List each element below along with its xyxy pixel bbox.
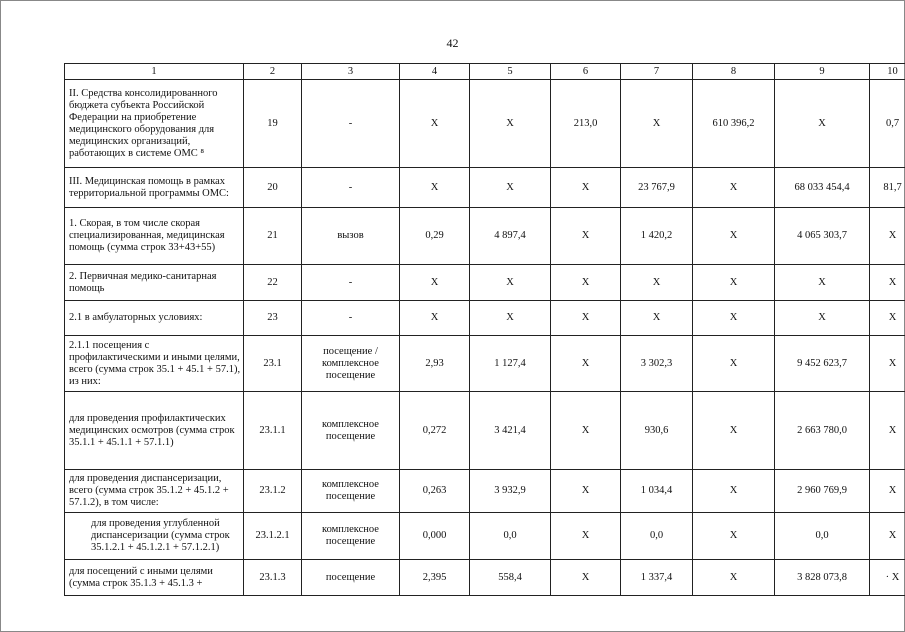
table-row	[65, 301, 905, 336]
value-cell: 0,7	[870, 80, 905, 168]
value-cell: 1 420,2	[621, 208, 693, 265]
value-cell: · Х	[870, 560, 905, 596]
row-description: для проведения профилактических медицинских осмотров (сумма строк 35.1.1 + 45.1.1 + 57.1.1)	[65, 392, 244, 470]
value-cell: Х	[551, 265, 621, 301]
value-cell: Х	[870, 336, 905, 392]
value-cell: Х	[400, 168, 470, 208]
row-number: 19	[244, 80, 302, 168]
value-cell: Х	[870, 470, 905, 513]
value-cell: Х	[693, 392, 775, 470]
value-cell: 0,000	[400, 513, 470, 560]
value-cell: 3 302,3	[621, 336, 693, 392]
column-header: 3	[302, 64, 400, 80]
value-cell: 0,0	[470, 513, 551, 560]
value-cell: Х	[870, 265, 905, 301]
value-cell: Х	[693, 560, 775, 596]
unit-cell: -	[302, 301, 400, 336]
value-cell: 3 932,9	[470, 470, 551, 513]
row-description: 1. Скорая, в том числе скорая специализированная, медицинская помощь (сумма строк 33+43+55)	[65, 208, 244, 265]
table-row	[65, 168, 905, 208]
value-cell: 0,0	[775, 513, 870, 560]
table-row	[65, 265, 905, 301]
value-cell: 9 452 623,7	[775, 336, 870, 392]
value-cell: Х	[621, 301, 693, 336]
value-cell: Х	[470, 301, 551, 336]
value-cell: 2 960 769,9	[775, 470, 870, 513]
value-cell: Х	[693, 513, 775, 560]
value-cell: Х	[470, 80, 551, 168]
value-cell: Х	[551, 336, 621, 392]
value-cell: 2,395	[400, 560, 470, 596]
value-cell: Х	[693, 208, 775, 265]
value-cell: 0,263	[400, 470, 470, 513]
value-cell: 68 033 454,4	[775, 168, 870, 208]
value-cell: Х	[551, 392, 621, 470]
value-cell: Х	[551, 560, 621, 596]
value-cell: Х	[551, 208, 621, 265]
value-cell: Х	[551, 301, 621, 336]
row-description: 2.1.1 посещения с профилактическими и иными целями, всего (сумма строк 35.1 + 45.1 + 57.1), из них:	[65, 336, 244, 392]
value-cell: Х	[400, 265, 470, 301]
column-header: 10	[870, 64, 905, 80]
value-cell: 23 767,9	[621, 168, 693, 208]
value-cell: 4 065 303,7	[775, 208, 870, 265]
column-header: 5	[470, 64, 551, 80]
value-cell: Х	[693, 301, 775, 336]
value-cell: 1 127,4	[470, 336, 551, 392]
value-cell: Х	[693, 336, 775, 392]
value-cell: Х	[470, 265, 551, 301]
row-description: II. Средства консолидированного бюджета субъекта Российской Федерации на приобретение медицинского оборудования для медицинских организаций, работающих в системе ОМС ⁸	[65, 80, 244, 168]
unit-cell: комплексное посещение	[302, 392, 400, 470]
page-number: 42	[446, 36, 459, 50]
column-header: 6	[551, 64, 621, 80]
value-cell: 3 828 073,8	[775, 560, 870, 596]
row-description: для проведения диспансеризации, всего (сумма строк 35.1.2 + 45.1.2 + 57.1.2), в том числе:	[65, 470, 244, 513]
value-cell: Х	[870, 513, 905, 560]
row-number: 23.1.3	[244, 560, 302, 596]
value-cell: Х	[400, 301, 470, 336]
data-table	[64, 63, 905, 596]
row-number: 23.1.1	[244, 392, 302, 470]
column-header: 2	[244, 64, 302, 80]
value-cell: 610 396,2	[693, 80, 775, 168]
value-cell: Х	[870, 208, 905, 265]
row-description: III. Медицинская помощь в рамках территориальной программы ОМС:	[65, 168, 244, 208]
value-cell: Х	[870, 301, 905, 336]
row-description: 2.1 в амбулаторных условиях:	[65, 301, 244, 336]
column-header: 1	[65, 64, 244, 80]
column-header: 8	[693, 64, 775, 80]
row-number: 22	[244, 265, 302, 301]
value-cell: Х	[621, 265, 693, 301]
unit-cell: комплексное посещение	[302, 513, 400, 560]
row-number: 23	[244, 301, 302, 336]
table-row	[65, 560, 905, 596]
table-row	[65, 513, 905, 560]
value-cell: Х	[400, 80, 470, 168]
row-number: 23.1.2	[244, 470, 302, 513]
unit-cell: вызов	[302, 208, 400, 265]
row-number: 21	[244, 208, 302, 265]
value-cell: 1 337,4	[621, 560, 693, 596]
table-header-row	[65, 64, 905, 80]
value-cell: Х	[775, 80, 870, 168]
row-number: 23.1	[244, 336, 302, 392]
value-cell: 0,0	[621, 513, 693, 560]
value-cell: Х	[775, 265, 870, 301]
unit-cell: посещение / комплексное посещение	[302, 336, 400, 392]
column-header: 9	[775, 64, 870, 80]
table-row	[65, 336, 905, 392]
row-description: для проведения углубленной диспансеризации (сумма строк 35.1.2.1 + 45.1.2.1 + 57.1.2.1)	[65, 513, 244, 560]
table-row	[65, 392, 905, 470]
table-row	[65, 80, 905, 168]
value-cell: Х	[693, 265, 775, 301]
row-number: 23.1.2.1	[244, 513, 302, 560]
value-cell: 213,0	[551, 80, 621, 168]
value-cell: 3 421,4	[470, 392, 551, 470]
value-cell: 81,7	[870, 168, 905, 208]
value-cell: 0,272	[400, 392, 470, 470]
value-cell: 0,29	[400, 208, 470, 265]
value-cell: 2,93	[400, 336, 470, 392]
unit-cell: -	[302, 265, 400, 301]
value-cell: Х	[621, 80, 693, 168]
value-cell: 930,6	[621, 392, 693, 470]
value-cell: Х	[551, 168, 621, 208]
row-description: для посещений с иными целями (сумма строк 35.1.3 + 45.1.3 +	[65, 560, 244, 596]
value-cell: Х	[551, 513, 621, 560]
value-cell: Х	[870, 392, 905, 470]
value-cell: 4 897,4	[470, 208, 551, 265]
unit-cell: -	[302, 168, 400, 208]
value-cell: 558,4	[470, 560, 551, 596]
value-cell: Х	[470, 168, 551, 208]
value-cell: Х	[693, 168, 775, 208]
row-description: 2. Первичная медико-санитарная помощь	[65, 265, 244, 301]
unit-cell: посещение	[302, 560, 400, 596]
table-row	[65, 470, 905, 513]
row-number: 20	[244, 168, 302, 208]
value-cell: Х	[775, 301, 870, 336]
value-cell: Х	[693, 470, 775, 513]
table-row	[65, 208, 905, 265]
column-header: 7	[621, 64, 693, 80]
value-cell: 2 663 780,0	[775, 392, 870, 470]
unit-cell: -	[302, 80, 400, 168]
unit-cell: комплексное посещение	[302, 470, 400, 513]
value-cell: 1 034,4	[621, 470, 693, 513]
column-header: 4	[400, 64, 470, 80]
value-cell: Х	[551, 470, 621, 513]
